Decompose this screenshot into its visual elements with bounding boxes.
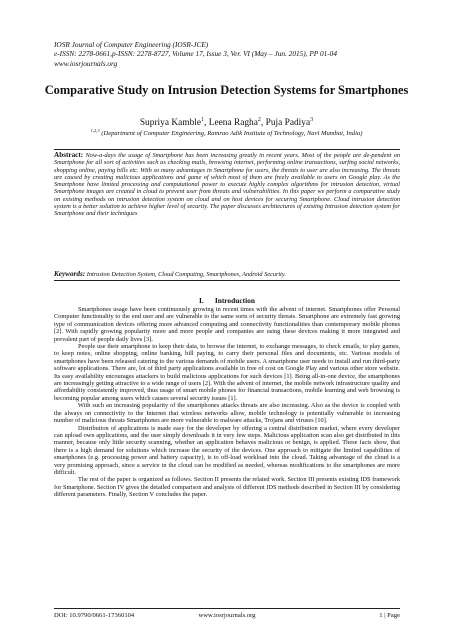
keywords-label: Keywords:: [54, 270, 86, 278]
keywords-text: Intrusion Detection System, Cloud Computing, Smartphones, Android Security.: [86, 271, 286, 278]
author-affiliation-mark: 3: [310, 117, 314, 123]
abstract-top-divider: [54, 149, 400, 150]
author-name: Supriya Kamble: [139, 118, 202, 128]
section-heading-introduction: I. Introduction: [199, 296, 255, 305]
author-affiliation-mark: 2: [257, 117, 261, 123]
affiliation-mark: 1,2,3: [90, 128, 100, 133]
author-name: Leena Ragha: [208, 118, 258, 128]
journal-website: www.iosrjournals.org: [54, 58, 118, 68]
journal-name: IOSR Journal of Computer Engineering (IOSR-JCE): [54, 40, 209, 49]
journal-header: [54, 40, 414, 68]
footer-doi: DOI: 10.9790/0661-17360104: [54, 612, 135, 619]
body-paragraph: The rest of the paper is organized as follows. Section II presents the related work. Section III presents existing IDS framework for Smartphone. Section IV gives the detailed comparison and analysis of different IDS methods described in Section III by considering different parameters. Finally, Section V concludes the paper.: [54, 476, 400, 499]
paper-title: Comparative Study on Intrusion Detection Systems for Smartphones: [44, 83, 409, 97]
footer-page-number: 1 | Page: [379, 612, 400, 619]
abstract-bottom-divider: [54, 280, 400, 281]
author-affiliation-mark: 1: [201, 117, 205, 123]
footer-divider: [54, 608, 400, 609]
footer-website: www.iosrjournals.org: [198, 612, 256, 619]
keywords-block: [54, 271, 400, 278]
journal-issn: e-ISSN: 2278-0661,p-ISSN: 2278-8727, Volume 17, Issue 3, Ver. VI (May – Jun. 2015), PP 01-04: [54, 49, 337, 59]
author-affiliation: [40, 130, 413, 138]
author-name: Puja Padiya: [265, 118, 311, 128]
abstract-label: Abstract:: [54, 151, 84, 159]
body-paragraph: With such an increasing popularity of the smartphones attacks threats are also increasing. Also as the device is coupled with the always on connectivity to the Internet that wireless networks allow, mobile technology is potentially vulnerable to increasing number of malicious threats Smartphones are more vulnerable to malware attacks, Trojans and viruses [10].: [54, 402, 400, 425]
author-separator: ,: [204, 118, 209, 128]
abstract-text: Now-a-days the usage of Smartphone has been increasing greatly in recent years. Most of the people are de-pendent on Smartphone for all sort of activities such as checking mails, browsing internet, performing online transactions, surfing social networks, shopping online, paying bills etc. With so many advantages in Smartphone for users, the threats to user are also increasing. The threats are caused by creating malicious applications and game of which most of them are freely available to users on Google play. As the Smartphone have limited processing and computational power to execute highly complex algorithms for intrusion detection, virtual Smartphone images are created in cloud to prevent user from threats and vulnerabilities. In this paper we perform a comparative study on existing methods on intrusion detection system on cloud and on host devices for securing Smartphone. Cloud intrusion detection system is a better solution to achieve higher level of security. The paper discusses architectures of existing Intrusion detection system for Smartphone and their techniques: [54, 152, 400, 218]
introduction-body: [54, 306, 400, 499]
abstract-block: [54, 152, 400, 218]
body-paragraph: Distribution of applications is made easy for the developer by offering a central distribution market, where every developer can upload own applications, and the user simply downloads it in very few steps. Malicious application scan also get distributed in this manner, because only little security scanning, whether an application behaves malicious or benign, is applied. These facts show, that there is a high demand for solutions which increase the security of the devices. One approach to mitigate the limited capabilities of smartphones (e.g. processing power and battery capacity), is to off-load workload into the cloud. Taking advantage of the cloud is a very promising approach, since a service in the cloud can be modified as needed, whereas modifications to the smartphones are more difficult.: [54, 424, 400, 476]
body-paragraph: People use their smartphone to keep their data, to browse the internet, to exchange messages, to check emails, to play games, to keep notes, online shopping, online banking, bill paying, to carry their personal files and documents, etc. Various models of smartphones have been released catering to the various demands of mobile users. A smartphone user needs to install and run third-party software applications. There are, lot of third party applications available in free of cost on Google Play and various other store website. Its easy availability encourages attackers to build malicious applications for such devices [1]. Being all-in-one device, the smartphones are increasingly getting attractive to a wide range of users [2]. With the advent of internet, the mobile network infrastructure quality and affordability consistently improved, thus usage of smart mobile phones for financial transactions, mobile learning and web browsing is becoming popular among users which causes several security issues [1].: [54, 343, 400, 402]
body-paragraph: Smartphones usage have been continuously growing in recent times with the advent of internet. Smartphones offer Personal Computer functionality to the end user and are vulnerable to the same sorts of security threats. Smartphone are extremely fast growing type of communication devices offering more advanced computing and connectivity functionalities than contemporary mobile phones [2]. With rapidly growing popularity more and more people and companies are using these devices making it more integrated and prevalent part of people daily lives [3].: [54, 306, 400, 343]
author-separator: ,: [260, 118, 266, 128]
affiliation-text: (Department of Computer Engineering, Ramrao Adik Institute of Technology, Navi Mumbai, India): [101, 130, 363, 137]
